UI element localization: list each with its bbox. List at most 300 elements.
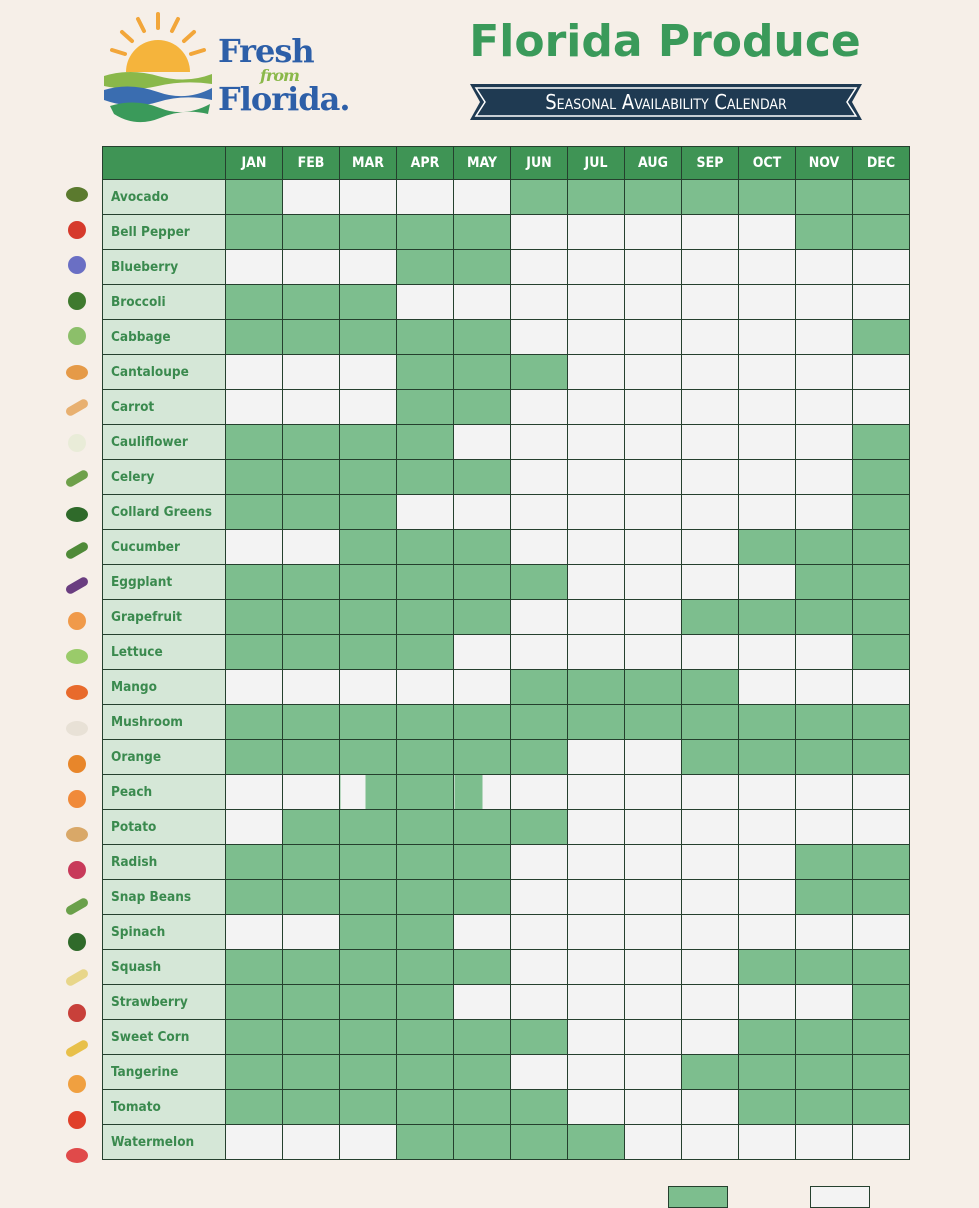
availability-cell-jun <box>511 1090 568 1125</box>
availability-cell-jun <box>511 355 568 390</box>
availability-cell-sep <box>682 565 739 600</box>
availability-cell-nov <box>796 635 853 670</box>
availability-cell-sep <box>682 915 739 950</box>
availability-cell-mar <box>340 880 397 915</box>
availability-cell-apr <box>397 285 454 320</box>
availability-cell-mar <box>340 775 397 810</box>
availability-cell-may <box>454 285 511 320</box>
carrot-icon <box>54 390 100 426</box>
availability-cell-dec <box>853 215 910 250</box>
broccoli-icon-shape <box>68 292 86 310</box>
month-header-sep: SEP <box>682 147 739 180</box>
availability-cell-dec <box>853 1055 910 1090</box>
availability-cell-sep <box>682 670 739 705</box>
availability-cell-jan <box>226 880 283 915</box>
availability-cell-nov <box>796 880 853 915</box>
availability-cell-jul <box>568 250 625 285</box>
availability-cell-aug <box>625 950 682 985</box>
produce-name: Celery <box>103 460 226 495</box>
availability-cell-jul <box>568 740 625 775</box>
availability-cell-aug <box>625 565 682 600</box>
availability-cell-jun <box>511 1125 568 1160</box>
produce-row <box>103 985 910 1020</box>
produce-row <box>103 425 910 460</box>
availability-cell-apr <box>397 215 454 250</box>
availability-cell-dec <box>853 775 910 810</box>
availability-cell-aug <box>625 670 682 705</box>
produce-row <box>103 390 910 425</box>
availability-cell-feb <box>283 1090 340 1125</box>
availability-cell-dec <box>853 845 910 880</box>
availability-cell-mar <box>340 1090 397 1125</box>
avocado-icon-shape <box>66 187 88 202</box>
produce-name: Cauliflower <box>103 425 226 460</box>
availability-cell-jul <box>568 985 625 1020</box>
legend-available-swatch <box>668 1186 728 1208</box>
produce-name: Broccoli <box>103 285 226 320</box>
availability-cell-jul <box>568 425 625 460</box>
calendar-body <box>103 180 910 1160</box>
availability-cell-jul <box>568 460 625 495</box>
availability-cell-sep <box>682 985 739 1020</box>
availability-cell-mar <box>340 635 397 670</box>
availability-cell-dec <box>853 355 910 390</box>
availability-cell-apr <box>397 1055 454 1090</box>
availability-cell-mar <box>340 845 397 880</box>
availability-cell-jan <box>226 285 283 320</box>
produce-row <box>103 180 910 215</box>
produce-row <box>103 250 910 285</box>
availability-cell-nov <box>796 495 853 530</box>
produce-name: Cabbage <box>103 320 226 355</box>
availability-cell-jan <box>226 635 283 670</box>
produce-row <box>103 950 910 985</box>
availability-cell-oct <box>739 1020 796 1055</box>
produce-name: Blueberry <box>103 250 226 285</box>
strawberry-icon <box>54 995 100 1031</box>
availability-cell-nov <box>796 215 853 250</box>
strawberry-icon-shape <box>68 1004 86 1022</box>
availability-cell-may <box>454 460 511 495</box>
availability-cell-jan <box>226 390 283 425</box>
availability-cell-apr <box>397 810 454 845</box>
cauliflower-icon-shape <box>68 434 86 452</box>
produce-name: Eggplant <box>103 565 226 600</box>
month-header-dec: DEC <box>853 147 910 180</box>
availability-cell-dec <box>853 600 910 635</box>
blueberry-icon <box>54 247 100 283</box>
collard-greens-icon <box>54 496 100 532</box>
subtitle-banner <box>470 80 862 124</box>
availability-cell-may <box>454 880 511 915</box>
radish-icon-shape <box>68 861 86 879</box>
availability-cell-jul <box>568 845 625 880</box>
availability-cell-nov <box>796 355 853 390</box>
availability-cell-mar <box>340 950 397 985</box>
availability-cell-apr <box>397 985 454 1020</box>
availability-cell-jul <box>568 355 625 390</box>
availability-cell-dec <box>853 530 910 565</box>
availability-cell-nov <box>796 1090 853 1125</box>
availability-cell-apr <box>397 530 454 565</box>
availability-cell-oct <box>739 180 796 215</box>
month-header-nov: NOV <box>796 147 853 180</box>
availability-cell-jun <box>511 950 568 985</box>
availability-cell-sep <box>682 1055 739 1090</box>
availability-cell-apr <box>397 600 454 635</box>
squash-icon-shape <box>64 967 89 987</box>
mushroom-icon <box>54 710 100 746</box>
tomato-icon-shape <box>68 1111 86 1129</box>
celery-icon-shape <box>64 469 89 489</box>
logo-word-fresh: Fresh <box>218 32 314 70</box>
availability-cell-may <box>454 390 511 425</box>
availability-cell-mar <box>340 985 397 1020</box>
produce-name: Tangerine <box>103 1055 226 1090</box>
availability-cell-may <box>454 985 511 1020</box>
availability-cell-feb <box>283 950 340 985</box>
availability-cell-jan <box>226 670 283 705</box>
availability-cell-sep <box>682 845 739 880</box>
sweet-corn-icon-shape <box>64 1038 89 1058</box>
availability-cell-feb <box>283 880 340 915</box>
produce-row <box>103 775 910 810</box>
availability-cell-oct <box>739 425 796 460</box>
availability-cell-jun <box>511 390 568 425</box>
availability-cell-oct <box>739 1125 796 1160</box>
availability-cell-dec <box>853 285 910 320</box>
availability-cell-mar <box>340 215 397 250</box>
availability-cell-apr <box>397 425 454 460</box>
availability-cell-feb <box>283 600 340 635</box>
produce-row <box>103 355 910 390</box>
availability-cell-mar <box>340 355 397 390</box>
produce-name: Lettuce <box>103 635 226 670</box>
availability-cell-oct <box>739 355 796 390</box>
availability-cell-oct <box>739 1055 796 1090</box>
availability-cell-jul <box>568 215 625 250</box>
availability-cell-dec <box>853 250 910 285</box>
cucumber-icon-shape <box>64 540 89 560</box>
orange-icon <box>54 746 100 782</box>
availability-cell-apr <box>397 1020 454 1055</box>
availability-cell-may <box>454 1020 511 1055</box>
availability-cell-jan <box>226 425 283 460</box>
availability-cell-aug <box>625 915 682 950</box>
produce-name: Squash <box>103 950 226 985</box>
snap-beans-icon-shape <box>64 896 89 916</box>
availability-cell-apr <box>397 740 454 775</box>
produce-name: Carrot <box>103 390 226 425</box>
availability-cell-sep <box>682 320 739 355</box>
availability-cell-jan <box>226 950 283 985</box>
month-header-jun: JUN <box>511 147 568 180</box>
fresh-from-florida-logo <box>100 10 360 130</box>
produce-row <box>103 1020 910 1055</box>
availability-cell-mar <box>340 320 397 355</box>
availability-cell-nov <box>796 285 853 320</box>
grapefruit-icon-shape <box>68 612 86 630</box>
availability-cell-jul <box>568 600 625 635</box>
availability-cell-oct <box>739 530 796 565</box>
availability-cell-oct <box>739 670 796 705</box>
availability-cell-feb <box>283 215 340 250</box>
produce-name: Cantaloupe <box>103 355 226 390</box>
availability-cell-jan <box>226 460 283 495</box>
eggplant-icon-shape <box>64 576 89 596</box>
availability-cell-sep <box>682 530 739 565</box>
cabbage-icon-shape <box>68 327 86 345</box>
availability-cell-jan <box>226 530 283 565</box>
availability-cell-aug <box>625 285 682 320</box>
availability-cell-oct <box>739 320 796 355</box>
availability-cell-jul <box>568 950 625 985</box>
availability-cell-jun <box>511 425 568 460</box>
produce-name: Bell Pepper <box>103 215 226 250</box>
blueberry-icon-shape <box>68 256 86 274</box>
availability-cell-may <box>454 1090 511 1125</box>
availability-cell-dec <box>853 985 910 1020</box>
eggplant-icon <box>54 568 100 604</box>
availability-cell-nov <box>796 670 853 705</box>
availability-cell-dec <box>853 880 910 915</box>
availability-cell-sep <box>682 775 739 810</box>
availability-cell-jul <box>568 285 625 320</box>
availability-cell-feb <box>283 565 340 600</box>
availability-cell-aug <box>625 355 682 390</box>
availability-cell-jul <box>568 530 625 565</box>
peach-icon-shape <box>68 790 86 808</box>
availability-cell-jan <box>226 810 283 845</box>
availability-cell-jan <box>226 705 283 740</box>
produce-name: Snap Beans <box>103 880 226 915</box>
availability-cell-sep <box>682 705 739 740</box>
availability-cell-apr <box>397 180 454 215</box>
availability-cell-may <box>454 1125 511 1160</box>
availability-cell-jun <box>511 1055 568 1090</box>
availability-cell-aug <box>625 495 682 530</box>
availability-cell-oct <box>739 845 796 880</box>
availability-cell-aug <box>625 775 682 810</box>
availability-cell-oct <box>739 390 796 425</box>
availability-cell-dec <box>853 1125 910 1160</box>
availability-cell-oct <box>739 950 796 985</box>
availability-cell-aug <box>625 1055 682 1090</box>
availability-cell-jun <box>511 495 568 530</box>
produce-row <box>103 740 910 775</box>
availability-cell-apr <box>397 775 454 810</box>
availability-cell-jan <box>226 775 283 810</box>
availability-cell-nov <box>796 775 853 810</box>
month-header-jan: JAN <box>226 147 283 180</box>
page-title: Florida Produce <box>469 16 861 67</box>
availability-cell-apr <box>397 670 454 705</box>
availability-cell-jan <box>226 600 283 635</box>
availability-cell-feb <box>283 285 340 320</box>
availability-cell-nov <box>796 740 853 775</box>
availability-cell-dec <box>853 565 910 600</box>
availability-cell-jul <box>568 390 625 425</box>
availability-cell-sep <box>682 425 739 460</box>
cantaloupe-icon-shape <box>66 365 88 380</box>
availability-cell-oct <box>739 495 796 530</box>
availability-cell-jan <box>226 355 283 390</box>
availability-cell-jul <box>568 1090 625 1125</box>
produce-name: Cucumber <box>103 530 226 565</box>
availability-cell-nov <box>796 600 853 635</box>
produce-name: Potato <box>103 810 226 845</box>
availability-cell-oct <box>739 740 796 775</box>
availability-cell-may <box>454 915 511 950</box>
availability-cell-nov <box>796 530 853 565</box>
legend-unavailable-swatch <box>810 1186 870 1208</box>
produce-name: Watermelon <box>103 1125 226 1160</box>
watermelon-icon <box>54 1137 100 1173</box>
availability-cell-apr <box>397 1090 454 1125</box>
availability-cell-jan <box>226 740 283 775</box>
availability-cell-nov <box>796 915 853 950</box>
availability-cell-jul <box>568 565 625 600</box>
availability-cell-jan <box>226 320 283 355</box>
availability-cell-mar <box>340 705 397 740</box>
availability-cell-sep <box>682 495 739 530</box>
availability-cell-oct <box>739 285 796 320</box>
availability-cell-apr <box>397 635 454 670</box>
availability-cell-jun <box>511 565 568 600</box>
mango-icon-shape <box>66 685 88 700</box>
availability-cell-jun <box>511 670 568 705</box>
availability-cell-feb <box>283 1125 340 1160</box>
availability-cell-feb <box>283 985 340 1020</box>
availability-cell-dec <box>853 810 910 845</box>
logo-word-from: from <box>260 66 299 85</box>
availability-cell-mar <box>340 390 397 425</box>
availability-cell-sep <box>682 810 739 845</box>
availability-cell-apr <box>397 565 454 600</box>
availability-cell-apr <box>397 460 454 495</box>
availability-cell-mar <box>340 250 397 285</box>
availability-cell-mar <box>340 740 397 775</box>
availability-cell-aug <box>625 635 682 670</box>
availability-cell-jun <box>511 320 568 355</box>
availability-cell-may <box>454 530 511 565</box>
availability-cell-jul <box>568 495 625 530</box>
cantaloupe-icon <box>54 354 100 390</box>
availability-cell-may <box>454 600 511 635</box>
availability-cell-may <box>454 740 511 775</box>
cauliflower-icon <box>54 425 100 461</box>
availability-cell-jun <box>511 1020 568 1055</box>
availability-cell-dec <box>853 180 910 215</box>
tangerine-icon-shape <box>68 1075 86 1093</box>
availability-cell-jan <box>226 565 283 600</box>
availability-cell-dec <box>853 705 910 740</box>
availability-cell-jun <box>511 635 568 670</box>
produce-name: Orange <box>103 740 226 775</box>
availability-cell-jan <box>226 250 283 285</box>
availability-cell-jan <box>226 915 283 950</box>
produce-name: Avocado <box>103 180 226 215</box>
availability-cell-apr <box>397 250 454 285</box>
availability-cell-may <box>454 250 511 285</box>
availability-cell-feb <box>283 635 340 670</box>
cabbage-icon <box>54 318 100 354</box>
availability-cell-sep <box>682 215 739 250</box>
availability-cell-oct <box>739 915 796 950</box>
availability-cell-sep <box>682 600 739 635</box>
produce-row <box>103 495 910 530</box>
availability-cell-jun <box>511 600 568 635</box>
availability-cell-dec <box>853 915 910 950</box>
availability-cell-oct <box>739 880 796 915</box>
availability-cell-nov <box>796 705 853 740</box>
availability-cell-sep <box>682 180 739 215</box>
availability-cell-jun <box>511 880 568 915</box>
produce-name: Strawberry <box>103 985 226 1020</box>
availability-cell-jun <box>511 180 568 215</box>
availability-cell-mar <box>340 670 397 705</box>
availability-cell-apr <box>397 705 454 740</box>
grapefruit-icon <box>54 603 100 639</box>
availability-cell-nov <box>796 565 853 600</box>
availability-cell-jan <box>226 215 283 250</box>
availability-cell-apr <box>397 915 454 950</box>
availability-cell-jun <box>511 740 568 775</box>
bell-pepper-icon-shape <box>68 221 86 239</box>
availability-cell-feb <box>283 250 340 285</box>
availability-cell-oct <box>739 810 796 845</box>
availability-cell-oct <box>739 985 796 1020</box>
radish-icon <box>54 852 100 888</box>
availability-cell-sep <box>682 880 739 915</box>
availability-cell-apr <box>397 355 454 390</box>
availability-cell-jul <box>568 775 625 810</box>
produce-row <box>103 460 910 495</box>
availability-cell-aug <box>625 320 682 355</box>
availability-cell-mar <box>340 1125 397 1160</box>
produce-name: Collard Greens <box>103 495 226 530</box>
availability-cell-dec <box>853 635 910 670</box>
spinach-icon-shape <box>68 933 86 951</box>
availability-cell-feb <box>283 670 340 705</box>
availability-cell-feb <box>283 390 340 425</box>
availability-cell-jul <box>568 670 625 705</box>
availability-cell-oct <box>739 600 796 635</box>
month-header-apr: APR <box>397 147 454 180</box>
seasonal-calendar-table <box>102 146 910 1160</box>
availability-cell-may <box>454 355 511 390</box>
availability-cell-jan <box>226 495 283 530</box>
availability-cell-sep <box>682 1125 739 1160</box>
availability-cell-dec <box>853 320 910 355</box>
availability-cell-may <box>454 705 511 740</box>
availability-cell-jul <box>568 880 625 915</box>
availability-cell-oct <box>739 635 796 670</box>
availability-cell-nov <box>796 425 853 460</box>
month-header-row <box>103 147 910 180</box>
availability-cell-apr <box>397 1125 454 1160</box>
availability-cell-sep <box>682 285 739 320</box>
availability-cell-mar <box>340 180 397 215</box>
availability-cell-aug <box>625 600 682 635</box>
availability-cell-aug <box>625 1125 682 1160</box>
availability-cell-feb <box>283 495 340 530</box>
availability-cell-jul <box>568 1020 625 1055</box>
availability-cell-mar <box>340 565 397 600</box>
availability-cell-nov <box>796 1125 853 1160</box>
availability-cell-aug <box>625 460 682 495</box>
availability-cell-sep <box>682 355 739 390</box>
